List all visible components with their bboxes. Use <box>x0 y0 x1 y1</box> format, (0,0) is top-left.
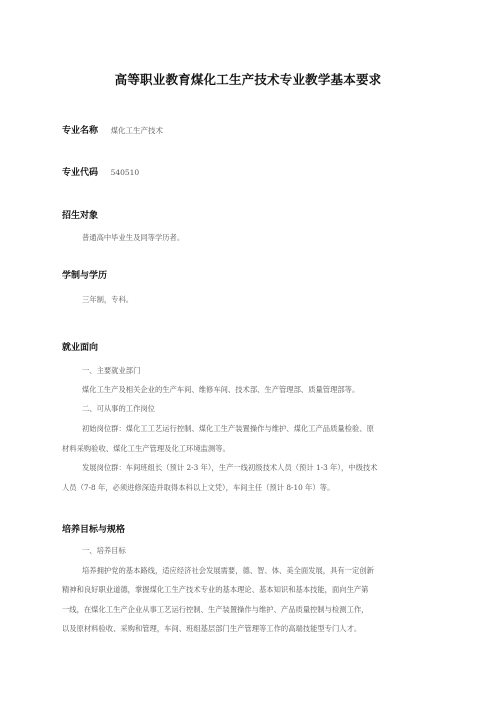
enrollment-text: 普通高中毕业生及同等学历者。 <box>82 233 185 242</box>
initial-positions-line2: 材料采购验收、煤化工生产管理及化工环境监测等。 <box>62 444 230 453</box>
objectives-line3: 一线，在煤化工生产企业从事工艺运行控制、生产装置操作与维护、产品质量控制与检测工作， <box>62 605 369 614</box>
major-name-value: 煤化工生产技术 <box>110 126 164 135</box>
major-name-label: 专业名称 <box>62 126 99 136</box>
duration-heading: 学制与学历 <box>62 271 108 281</box>
objectives-heading: 培养目标与规格 <box>62 525 126 535</box>
employment-sub1-text: 煤化工生产及相关企业的生产车间、维修车间、技术部、生产管理部、质量管理部等。 <box>82 385 360 394</box>
document-title: 高等职业教育煤化工生产技术专业教学基本要求 <box>114 72 382 87</box>
objectives-line4: 以及原材料验收、采购和管理，车间、班组基层部门生产管理等工作的高端技能型专门人才。 <box>62 624 362 633</box>
duration-text: 三年制，专科。 <box>82 295 134 304</box>
employment-heading: 就业面向 <box>62 343 99 353</box>
objectives-line2: 精神和良好职业道德，掌握煤化工生产技术专业的基本理论、基本知识和基本技能，面向生产第 <box>62 585 369 594</box>
major-name-field <box>62 123 163 136</box>
objectives-sub1: 一、培养目标 <box>82 546 126 555</box>
enrollment-heading: 招生对象 <box>62 211 99 221</box>
dev-positions-line1: 发展岗位群：车间班组长（预计 2-3 年），生产一线初级技术人员（预计 1-3 年），中级技术 <box>82 463 378 472</box>
objectives-line1: 培养拥护党的基本路线，适应经济社会发展需要，德、智、体、美全面发展，具有一定创新 <box>82 566 374 575</box>
employment-sub2: 二、可从事的工作岗位 <box>82 404 155 413</box>
major-code-value: 540510 <box>110 168 140 177</box>
dev-positions-line2: 人员（7-8 年，必须进修深造并取得本科以上文凭），车间主任（预计 8-10 年）等。 <box>62 483 335 492</box>
initial-positions-line1: 初始岗位群：煤化工工艺运行控制、煤化工生产装置操作与维护、煤化工产品质量检验、原 <box>82 424 374 433</box>
major-code-label: 专业代码 <box>62 168 99 178</box>
major-code-field <box>62 165 139 178</box>
employment-sub1: 一、主要就业部门 <box>82 366 141 375</box>
